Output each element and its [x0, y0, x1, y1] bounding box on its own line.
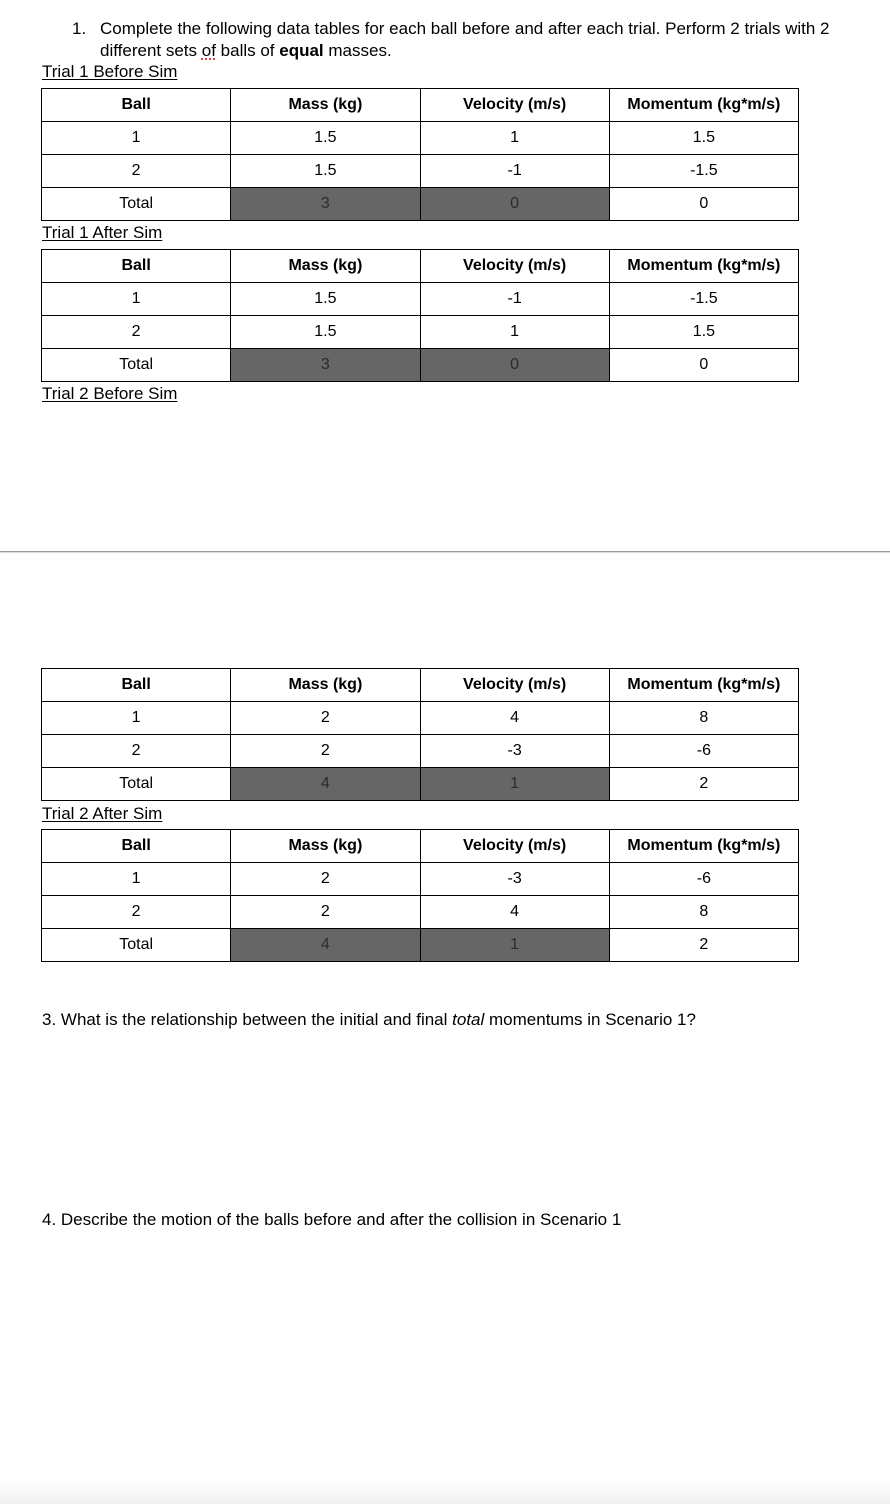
spellcheck-word: of: [201, 41, 216, 60]
cell-momentum: 1.5: [609, 316, 798, 349]
table-trial-1-before: [41, 88, 799, 221]
cell-total-momentum: 2: [609, 768, 798, 801]
cell-momentum: 1.5: [609, 122, 798, 155]
header-ball: Ball: [42, 669, 231, 702]
cell-mass: 2: [231, 863, 420, 896]
cell-total-label: Total: [42, 768, 231, 801]
table-trial-2-after: [41, 829, 799, 962]
table-row: [42, 122, 799, 155]
cell-momentum: -6: [609, 863, 798, 896]
header-velocity: Velocity (m/s): [420, 830, 609, 863]
cell-velocity: 1: [420, 122, 609, 155]
cell-ball: 1: [42, 122, 231, 155]
cell-mass: 2: [231, 735, 420, 768]
cell-ball: 2: [42, 896, 231, 929]
cell-total-momentum: 2: [609, 929, 798, 962]
header-momentum: Momentum (kg*m/s): [609, 830, 798, 863]
cell-momentum: -1.5: [609, 155, 798, 188]
cell-total-velocity: 1: [420, 929, 609, 962]
header-velocity: Velocity (m/s): [420, 89, 609, 122]
cell-momentum: -6: [609, 735, 798, 768]
cell-mass: 1.5: [231, 122, 420, 155]
cell-velocity: -3: [420, 863, 609, 896]
cell-total-momentum: 0: [609, 349, 798, 382]
caption-trial-2-after: Trial 2 After Sim: [42, 804, 163, 823]
table-row: [42, 896, 799, 929]
question-3: 3. What is the relationship between the initial and final total momentums in Scenario 1?: [42, 1010, 696, 1029]
cell-velocity: 4: [420, 896, 609, 929]
cell-velocity: 1: [420, 316, 609, 349]
total-row: [42, 768, 799, 801]
question-1: [72, 18, 832, 62]
table-row: [42, 735, 799, 768]
page-bottom-shadow: [0, 1480, 890, 1504]
cell-mass: 1.5: [231, 283, 420, 316]
cell-total-mass: 3: [231, 188, 420, 221]
header-mass: Mass (kg): [231, 89, 420, 122]
cell-ball: 2: [42, 155, 231, 188]
header-momentum: Momentum (kg*m/s): [609, 669, 798, 702]
cell-ball: 1: [42, 702, 231, 735]
cell-ball: 2: [42, 316, 231, 349]
cell-momentum: -1.5: [609, 283, 798, 316]
table-header-row: [42, 669, 799, 702]
header-ball: Ball: [42, 830, 231, 863]
question-4: 4. Describe the motion of the balls before and after the collision in Scenario 1: [42, 1210, 622, 1229]
table-header-row: [42, 830, 799, 863]
cell-mass: 2: [231, 702, 420, 735]
caption-trial-2-before: Trial 2 Before Sim: [42, 384, 178, 403]
total-row: [42, 188, 799, 221]
table-row: [42, 155, 799, 188]
table-row: [42, 283, 799, 316]
header-ball: Ball: [42, 250, 231, 283]
total-row: [42, 929, 799, 962]
header-momentum: Momentum (kg*m/s): [609, 89, 798, 122]
table-row: [42, 702, 799, 735]
question-1-number: 1.: [72, 19, 87, 38]
header-velocity: Velocity (m/s): [420, 250, 609, 283]
header-mass: Mass (kg): [231, 669, 420, 702]
caption-trial-1-after: Trial 1 After Sim: [42, 223, 163, 242]
caption-trial-1-before: Trial 1 Before Sim: [42, 62, 178, 81]
header-velocity: Velocity (m/s): [420, 669, 609, 702]
cell-total-label: Total: [42, 349, 231, 382]
cell-velocity: -3: [420, 735, 609, 768]
table-header-row: [42, 250, 799, 283]
cell-mass: 1.5: [231, 155, 420, 188]
cell-total-momentum: 0: [609, 188, 798, 221]
cell-momentum: 8: [609, 702, 798, 735]
cell-mass: 1.5: [231, 316, 420, 349]
cell-total-velocity: 0: [420, 188, 609, 221]
page-break-shadow: [0, 552, 890, 553]
cell-total-mass: 4: [231, 768, 420, 801]
cell-total-velocity: 1: [420, 768, 609, 801]
table-header-row: [42, 89, 799, 122]
cell-ball: 1: [42, 283, 231, 316]
italic-word: total: [452, 1010, 485, 1029]
cell-total-velocity: 0: [420, 349, 609, 382]
header-momentum: Momentum (kg*m/s): [609, 250, 798, 283]
cell-mass: 2: [231, 896, 420, 929]
cell-velocity: -1: [420, 155, 609, 188]
table-row: [42, 863, 799, 896]
table-trial-2-before: [41, 668, 799, 801]
cell-momentum: 8: [609, 896, 798, 929]
question-1-text: Complete the following data tables for each ball before and after each trial. Perform 2 trials with 2 different sets of balls of equal masses.: [100, 19, 830, 60]
cell-total-label: Total: [42, 929, 231, 962]
cell-velocity: 4: [420, 702, 609, 735]
cell-ball: 1: [42, 863, 231, 896]
header-mass: Mass (kg): [231, 250, 420, 283]
cell-ball: 2: [42, 735, 231, 768]
header-ball: Ball: [42, 89, 231, 122]
header-mass: Mass (kg): [231, 830, 420, 863]
table-trial-1-after: [41, 249, 799, 382]
total-row: [42, 349, 799, 382]
cell-total-mass: 4: [231, 929, 420, 962]
cell-total-mass: 3: [231, 349, 420, 382]
cell-total-label: Total: [42, 188, 231, 221]
bold-word: equal: [279, 41, 324, 60]
cell-velocity: -1: [420, 283, 609, 316]
table-row: [42, 316, 799, 349]
